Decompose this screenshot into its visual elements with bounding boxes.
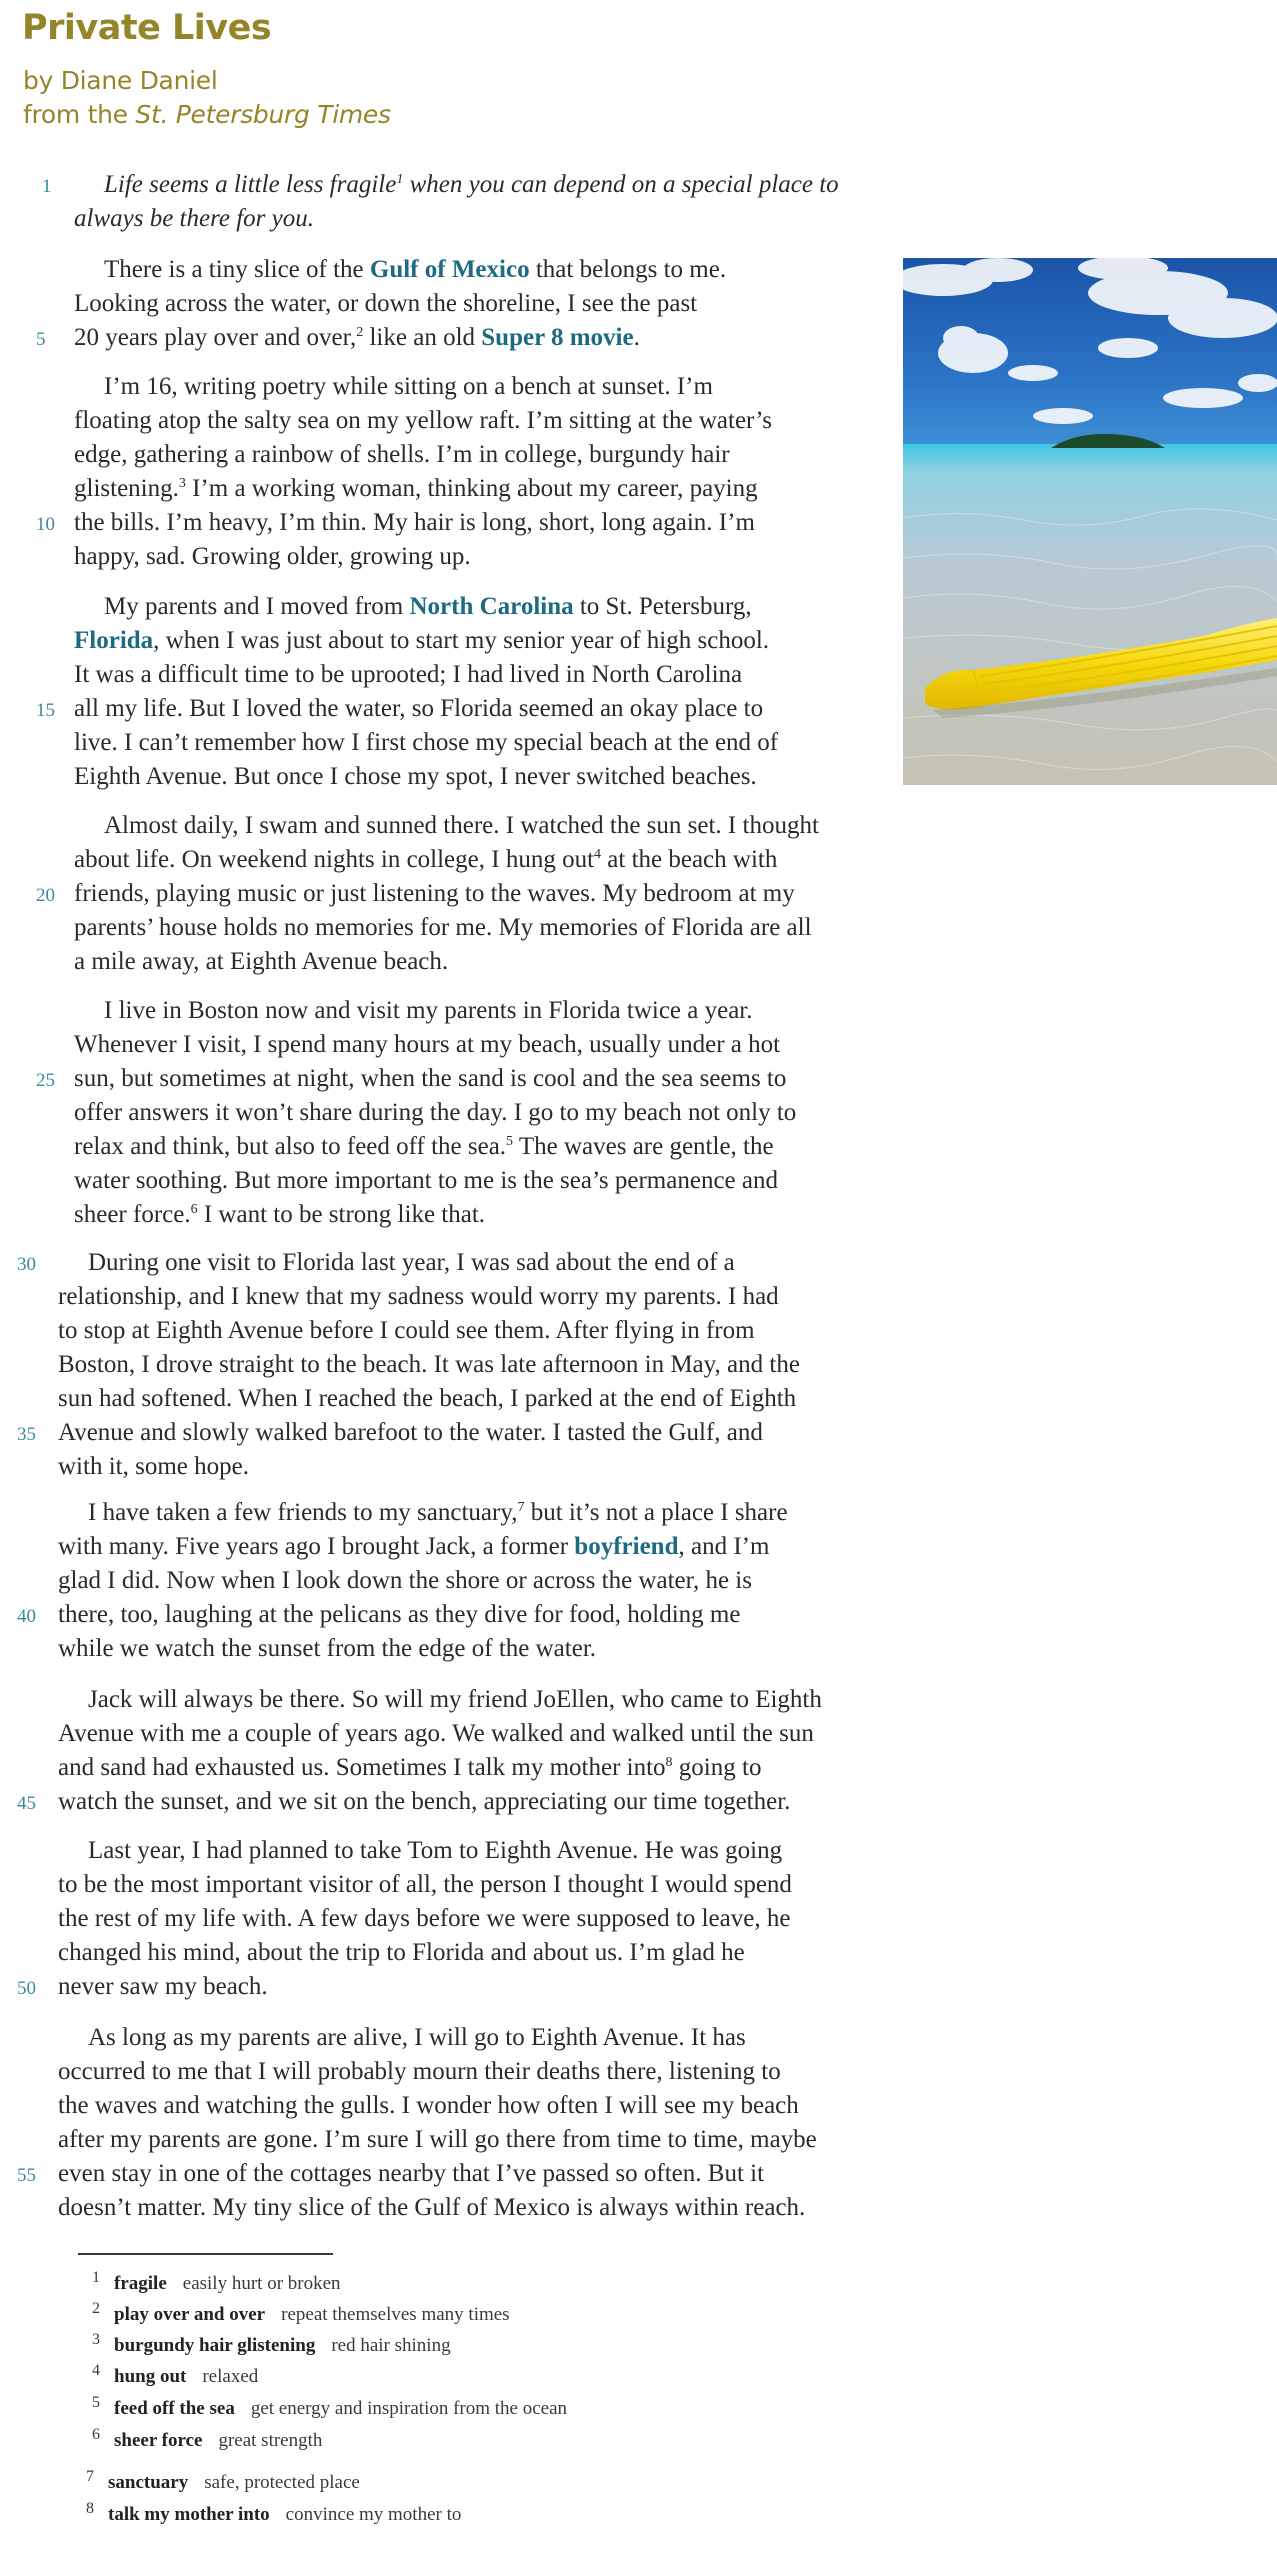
text-segment: Avenue with me a couple of years ago. We walked and walked until the sun	[58, 1720, 814, 1747]
line-number: 45	[17, 1793, 36, 1814]
text-line	[74, 843, 777, 877]
footnote-number: 2	[92, 2300, 100, 2317]
text-line	[74, 438, 730, 472]
text-line	[74, 911, 812, 945]
text-segment: with it, some hope.	[58, 1453, 249, 1480]
text-line	[74, 692, 763, 726]
text-segment: sun, but sometimes at night, when the sand is cool and the sea seems to	[74, 1065, 787, 1092]
footnote-number: 5	[92, 2394, 100, 2411]
text-segment: with many. Five years ago I brought Jack, a former	[58, 1533, 575, 1560]
glossary-link[interactable]: Super 8 movie	[481, 324, 634, 351]
footnote-marker: 4	[594, 847, 602, 862]
footnote-marker: 2	[356, 325, 364, 340]
line-number: 1	[42, 176, 52, 197]
source-line	[23, 100, 391, 129]
text-segment: During one visit to Florida last year, I was sad about the end of a	[88, 1249, 735, 1276]
text-segment: water soothing. But more important to me is the sea’s permanence and	[74, 1167, 778, 1194]
text-segment: but it’s not a place I share	[524, 1499, 788, 1526]
text-line	[104, 809, 819, 843]
text-line	[74, 1198, 485, 1232]
text-line	[88, 1683, 822, 1717]
text-line	[58, 1348, 800, 1382]
text-line	[74, 877, 795, 911]
text-segment: like an old	[363, 324, 482, 351]
text-segment: there, too, laughing at the pelicans as they dive for food, holding me	[58, 1601, 741, 1628]
text-segment: even stay in one of the cottages nearby that I’ve passed so often. But it	[58, 2160, 765, 2187]
text-segment: the bills. I’m heavy, I’m thin. My hair is long, short, long again. I’m	[74, 509, 755, 536]
text-line	[74, 624, 769, 658]
text-segment: all my life. But I loved the water, so Florida seemed an okay place to	[74, 695, 764, 722]
text-segment: glistening.	[74, 475, 179, 502]
text-line	[104, 590, 752, 624]
footnote-item	[92, 2395, 567, 2423]
article-title: Private Lives	[22, 8, 272, 48]
footnote-definition: red hair shining	[331, 2335, 451, 2356]
text-line	[58, 1314, 755, 1348]
footnote-item	[92, 2363, 258, 2391]
text-line	[104, 994, 753, 1028]
text-segment: parents’ house holds no memories for me. My memories of Florida are all	[74, 914, 812, 941]
text-line	[104, 253, 726, 287]
text-line	[58, 1936, 745, 1970]
text-segment: Boston, I drove straight to the beach. It was late afternoon in May, and the	[58, 1351, 800, 1378]
text-line	[58, 1970, 268, 2004]
footnote-marker: 3	[178, 476, 186, 491]
text-segment: Avenue and slowly walked barefoot to the water. I tasted the Gulf, and	[58, 1419, 763, 1446]
text-line	[58, 1530, 769, 1564]
text-segment: to be the most important visitor of all, the person I thought I would spend	[58, 1871, 792, 1898]
text-segment: the waves and watching the gulls. I wonder how often I will see my beach	[58, 2092, 799, 2119]
footnote-item	[86, 2501, 461, 2529]
footnote-term: sanctuary	[108, 2472, 189, 2493]
text-segment: at the beach with	[601, 846, 778, 873]
footnote-item	[92, 2332, 451, 2360]
text-segment: about life. On weekend nights in college, I hung out	[74, 846, 595, 873]
text-line	[74, 1164, 778, 1198]
text-segment: friends, playing music or just listening to the waves. My bedroom at my	[74, 880, 795, 907]
text-line	[58, 1717, 814, 1751]
text-segment: a mile away, at Eighth Avenue beach.	[74, 948, 449, 975]
line-number: 5	[36, 329, 46, 350]
footnote-number: 8	[86, 2500, 94, 2517]
text-line	[74, 287, 697, 321]
line-number: 50	[17, 1978, 36, 1999]
line-number: 20	[36, 885, 55, 906]
text-segment: relationship, and I knew that my sadness would worry my parents. I had	[58, 1283, 779, 1310]
text-segment: live. I can’t remember how I first chose my special beach at the end of	[74, 729, 779, 756]
author-byline: by Diane Daniel	[23, 66, 218, 95]
text-segment: after my parents are gone. I’m sure I will go there from time to time, maybe	[58, 2126, 817, 2153]
text-line	[58, 1450, 249, 1484]
text-segment: My parents and I moved from	[104, 593, 410, 620]
text-segment: floating atop the salty sea on my yellow raft. I’m sitting at the water’s	[74, 407, 772, 434]
glossary-link[interactable]: Gulf of Mexico	[369, 256, 530, 283]
text-line	[74, 202, 314, 236]
text-segment: Last year, I had planned to take Tom to Eighth Avenue. He was going	[88, 1837, 783, 1864]
footnote-term: play over and over	[114, 2304, 266, 2325]
text-line	[74, 658, 742, 692]
text-line	[104, 370, 713, 404]
text-segment: to stop at Eighth Avenue before I could see them. After flying in from	[58, 1317, 755, 1344]
text-segment: .	[633, 324, 640, 351]
text-segment: 20 years play over and over,	[74, 324, 357, 351]
text-line	[74, 321, 640, 355]
footnote-item	[86, 2469, 360, 2497]
footnote-marker: 7	[517, 1500, 525, 1515]
text-segment: edge, gathering a rainbow of shells. I’m in college, burgundy hair	[74, 441, 730, 468]
text-line	[74, 1062, 786, 1096]
text-segment: going to	[672, 1754, 762, 1781]
footnote-term: sheer force	[114, 2430, 203, 2451]
text-segment: Eighth Avenue. But once I chose my spot, I never switched beaches.	[74, 763, 757, 790]
text-line	[58, 2055, 781, 2089]
line-number: 55	[17, 2165, 36, 2186]
text-line	[74, 1096, 796, 1130]
footnote-marker: 8	[665, 1755, 673, 1770]
text-segment: always be there for you.	[74, 205, 315, 232]
text-line	[74, 726, 778, 760]
text-line	[74, 404, 772, 438]
text-line	[88, 1834, 782, 1868]
footnote-item	[92, 2270, 341, 2298]
text-line	[74, 760, 757, 794]
text-line	[58, 2191, 805, 2225]
text-line	[58, 2089, 799, 2123]
footnote-term: burgundy hair glistening	[114, 2335, 316, 2356]
footnote-divider	[78, 2253, 333, 2255]
text-segment: sheer force.	[74, 1201, 191, 1228]
footnote-definition: great strength	[218, 2430, 323, 2451]
footnote-number: 4	[92, 2362, 100, 2379]
text-line	[58, 1280, 779, 1314]
footnote-definition: easily hurt or broken	[182, 2273, 341, 2294]
text-segment: happy, sad. Growing older, growing up.	[74, 543, 471, 570]
text-segment: Looking across the water, or down the shoreline, I see the past	[74, 290, 698, 317]
footnote-item	[92, 2301, 510, 2329]
text-line	[58, 1902, 790, 1936]
source-prefix: from the	[23, 100, 136, 129]
text-line	[58, 1785, 790, 1819]
footnote-definition: safe, protected place	[204, 2472, 360, 2493]
text-segment: There is a tiny slice of the	[104, 256, 370, 283]
text-segment: , and I’m	[678, 1533, 770, 1560]
footnote-term: fragile	[114, 2273, 167, 2294]
text-segment: The waves are gentle, the	[513, 1133, 774, 1160]
text-segment: offer answers it won’t share during the day. I go to my beach not only to	[74, 1099, 797, 1126]
text-segment: , when I was just about to start my senior year of high school.	[153, 627, 770, 654]
text-segment: Jack will always be there. So will my friend JoEllen, who came to Eighth	[88, 1686, 822, 1713]
line-number: 10	[36, 514, 55, 535]
footnote-term: hung out	[114, 2366, 187, 2387]
footnote-marker: 6	[190, 1202, 198, 1217]
text-segment: I’m 16, writing poetry while sitting on a bench at sunset. I’m	[104, 373, 713, 400]
text-segment: It was a difficult time to be uprooted; I had lived in North Carolina	[74, 661, 743, 688]
text-line	[58, 1564, 752, 1598]
text-segment: changed his mind, about the trip to Florida and about us. I’m glad he	[58, 1939, 745, 1966]
footnote-definition: get energy and inspiration from the ocean	[250, 2398, 568, 2419]
text-segment: I live in Boston now and visit my parents in Florida twice a year.	[104, 997, 753, 1024]
footnote-term: feed off the sea	[114, 2398, 235, 2419]
text-line	[88, 1246, 735, 1280]
text-line	[74, 1028, 780, 1062]
footnote-definition: relaxed	[202, 2366, 259, 2387]
line-number: 40	[17, 1606, 36, 1627]
text-line	[74, 1130, 774, 1164]
text-segment: I’m a working woman, thinking about my career, paying	[185, 475, 758, 502]
text-segment: relax and think, but also to feed off the sea.	[74, 1133, 507, 1160]
footnote-term: talk my mother into	[108, 2504, 270, 2525]
text-line	[74, 472, 758, 506]
text-segment: sun had softened. When I reached the beach, I parked at the end of Eighth	[58, 1385, 797, 1412]
footnote-number: 3	[92, 2331, 100, 2348]
text-segment: I want to be strong like that.	[197, 1201, 486, 1228]
text-segment: while we watch the sunset from the edge of the water.	[58, 1635, 597, 1662]
text-line	[104, 168, 839, 202]
source-publication: St. Petersburg Times	[135, 100, 391, 129]
glossary-link[interactable]: North Carolina	[409, 593, 574, 620]
text-segment: As long as my parents are alive, I will go to Eighth Avenue. It has	[88, 2024, 746, 2051]
text-segment: doesn’t matter. My tiny slice of the Gulf of Mexico is always within reach.	[58, 2194, 806, 2221]
text-line	[74, 506, 755, 540]
text-segment: the rest of my life with. A few days before we were supposed to leave, he	[58, 1905, 791, 1932]
text-segment: when you can depend on a special place to	[403, 171, 839, 198]
text-line	[88, 1496, 788, 1530]
glossary-link[interactable]: Florida	[74, 627, 154, 654]
text-line	[74, 945, 448, 979]
text-line	[58, 1598, 740, 1632]
text-line	[58, 2123, 817, 2157]
text-segment: Almost daily, I swam and sunned there. I watched the sun set. I thought	[104, 812, 819, 839]
text-segment: Whenever I visit, I spend many hours at my beach, usually under a hot	[74, 1031, 781, 1058]
text-segment: I have taken a few friends to my sanctuary,	[88, 1499, 518, 1526]
text-segment: occurred to me that I will probably mourn their deaths there, listening to	[58, 2058, 781, 2085]
text-segment: and sand had exhausted us. Sometimes I talk my mother into	[58, 1754, 666, 1781]
text-segment: watch the sunset, and we sit on the bench, appreciating our time together.	[58, 1788, 791, 1815]
footnote-item	[92, 2427, 322, 2455]
glossary-link[interactable]: boyfriend	[574, 1533, 679, 1560]
text-line	[58, 1632, 596, 1666]
footnote-marker: 5	[506, 1134, 514, 1149]
footnote-definition: repeat themselves many times	[281, 2304, 510, 2325]
footnote-number: 7	[86, 2468, 94, 2485]
text-segment: to St. Petersburg,	[573, 593, 752, 620]
line-number: 30	[17, 1254, 36, 1275]
text-segment: glad I did. Now when I look down the shore or across the water, he is	[58, 1567, 752, 1594]
text-line	[58, 1416, 763, 1450]
text-segment: that belongs to me.	[529, 256, 727, 283]
text-line	[58, 1751, 761, 1785]
line-number: 35	[17, 1424, 36, 1445]
footnote-number: 6	[92, 2426, 100, 2443]
text-segment: never saw my beach.	[58, 1973, 268, 2000]
text-line	[88, 2021, 746, 2055]
text-line	[58, 2157, 764, 2191]
text-line	[74, 540, 471, 574]
line-number: 15	[36, 700, 55, 721]
text-segment: Life seems a little less fragile	[104, 171, 397, 198]
text-line	[58, 1868, 792, 1902]
footnote-definition: convince my mother to	[285, 2504, 462, 2525]
beach-photo	[903, 258, 1277, 785]
line-number: 25	[36, 1070, 55, 1091]
footnote-marker: 1	[396, 172, 404, 187]
footnote-number: 1	[92, 2269, 100, 2286]
text-line	[58, 1382, 796, 1416]
beach-photo-yellow-raft-icon	[903, 258, 1277, 785]
